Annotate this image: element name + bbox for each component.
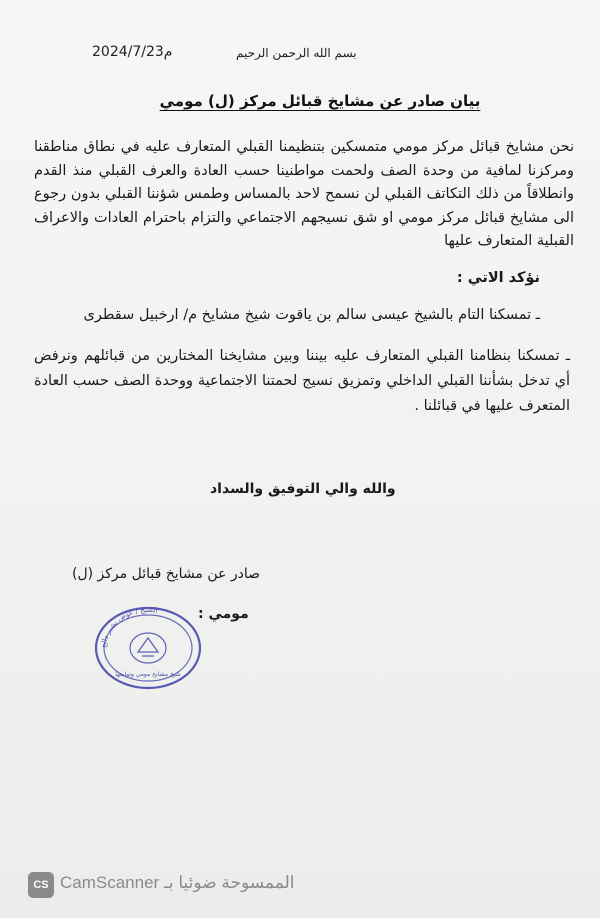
closing-line: والله والي التوفيق والسداد (210, 481, 396, 497)
body-paragraph: نحن مشايخ قبائل مركز مومي متمسكين بتنظيمنا القبلي المتعارف عليه في نطاق مناطقنا ومركزنا لمافية من وحدة الصف ولحمت مواطنينا حسب العادة والعرف القبلي منذ القدم وانطلاقاً من ذلك التكاتف القبلي لن نسمح لاحد بالمساس وطمس شؤننا القبلي بدون رجوع الى مشايخ قبائل مركز مومي او شق نسيجهم الاجتماعي والتزام باحترام العادات والاعراف القبلية المتعارف عليها (34, 139, 574, 250)
stamp-inner-text: شيخ مشايخ مومي وتوابعها (115, 671, 181, 678)
issued-by: صادر عن مشايخ قبائل مركز (ل) (72, 566, 260, 582)
document-title: بيان صادر عن مشايخ قبائل مركز (ل) مومي (159, 92, 481, 110)
camscanner-logo: CS (28, 872, 54, 898)
official-stamp (92, 604, 204, 692)
confirm-heading: نؤكد الاتي : (456, 270, 540, 286)
place-label: مومي : (198, 606, 249, 622)
list-item: ـ تمسكنا بنظامنا القبلي المتعارف عليه بيننا وبين مشايخنا المختارين من قبائلهم ونرفض أي تدخل بشأننا القبلي الداخلي وتمزيق نسيج لحمتنا الاجتماعية ووحدة الصف حسب العادة المتعرف عليها في قبائلنا . (34, 348, 570, 414)
document-date: 2024/7/23م (92, 44, 173, 60)
svg-text:الشيخ / عوض بشير دالح (100, 606, 158, 648)
stamp-outer-text: الشيخ / عوض بشير دالح (99, 605, 159, 649)
camscanner-label: الممسوحة ضوئيا بـ CamScanner (60, 873, 295, 892)
basmala: بسم الله الرحمن الرحيم (236, 46, 357, 60)
list-item: ـ تمسكنا التام بالشيخ عيسى سالم بن ياقوت شيخ مشايخ م/ ارخبيل سقطرى (83, 307, 540, 323)
